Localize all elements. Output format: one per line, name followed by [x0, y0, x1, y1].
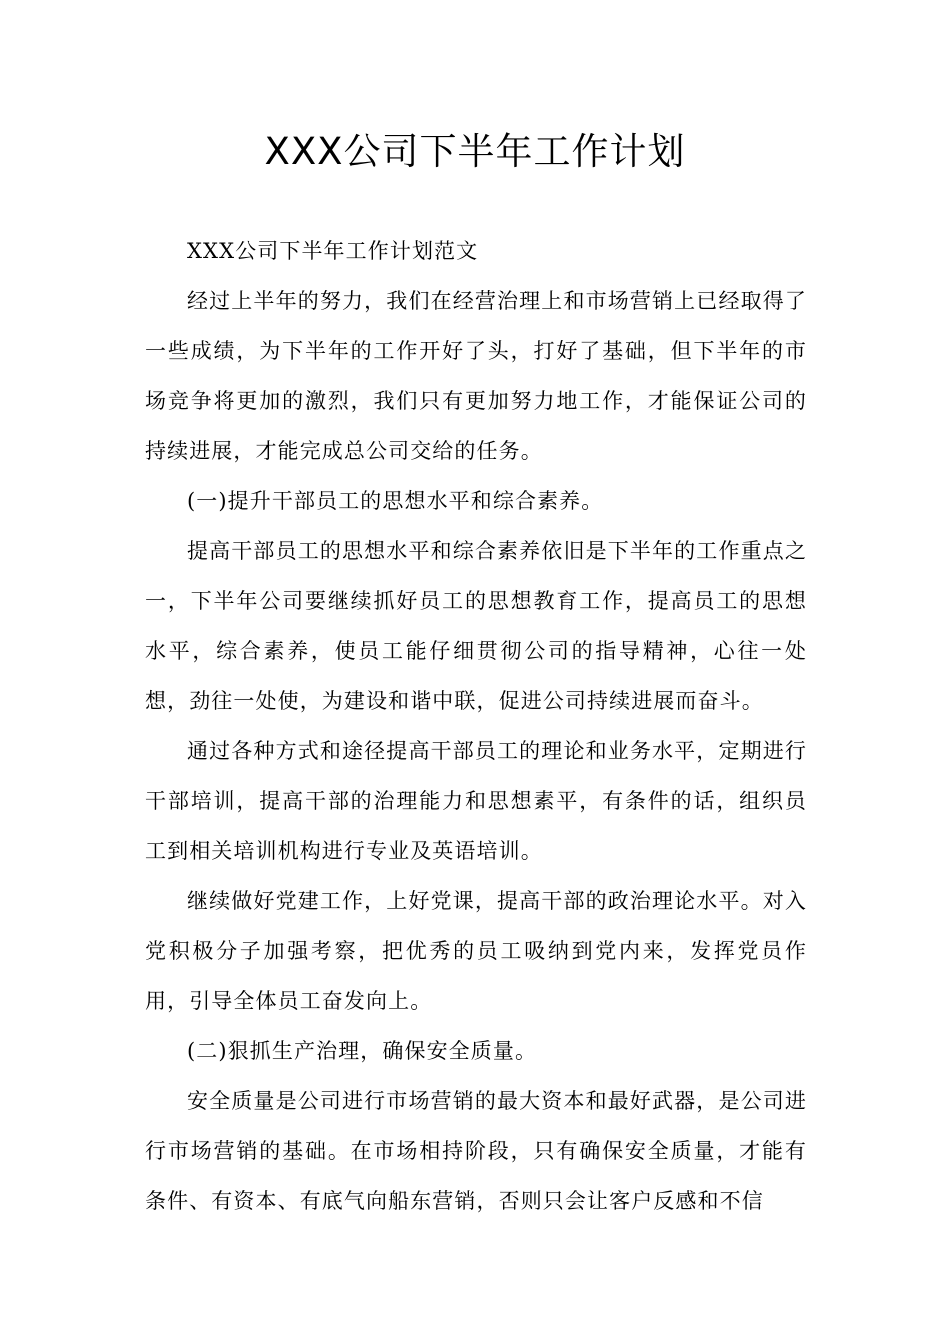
paragraph-subtitle: XXX公司下半年工作计划范文	[187, 239, 479, 263]
document-title: XXX公司下半年工作计划	[264, 130, 686, 173]
section-heading-1: (一)提升干部员工的思想水平和综合素养。	[187, 489, 604, 513]
section-heading-2: (二)狠抓生产治理，确保安全质量。	[187, 1039, 538, 1063]
paragraph-section-1-c: 继续做好党建工作，上好党课，提高干部的政治理论水平。对入党积极分子加强考察，把优秀的员工吸纳到党内来，发挥党员作用，引导全体员工奋发向上。	[145, 889, 807, 1013]
document-body	[145, 226, 807, 1226]
paragraph-section-1-b: 通过各种方式和途径提高干部员工的理论和业务水平，定期进行干部培训，提高干部的治理能力和思想素平，有条件的话，组织员工到相关培训机构进行专业及英语培训。	[145, 739, 807, 863]
paragraph-section-1-a: 提高干部员工的思想水平和综合素养依旧是下半年的工作重点之一，下半年公司要继续抓好员工的思想教育工作，提高员工的思想水平，综合素养，使员工能仔细贯彻公司的指导精神，心往一处想，劲往一处使，为建设和谐中联，促进公司持续进展而奋斗。	[145, 539, 807, 713]
paragraph-intro: 经过上半年的努力，我们在经营治理上和市场营销上已经取得了一些成绩，为下半年的工作开好了头，打好了基础，但下半年的市场竞争将更加的激烈，我们只有更加努力地工作，才能保证公司的持续进展，才能完成总公司交给的任务。	[145, 289, 807, 463]
paragraph-section-2-a: 安全质量是公司进行市场营销的最大资本和最好武器，是公司进行市场营销的基础。在市场相持阶段，只有确保安全质量，才能有条件、有资本、有底气向船东营销，否则只会让客户反感和不信	[145, 1089, 807, 1213]
